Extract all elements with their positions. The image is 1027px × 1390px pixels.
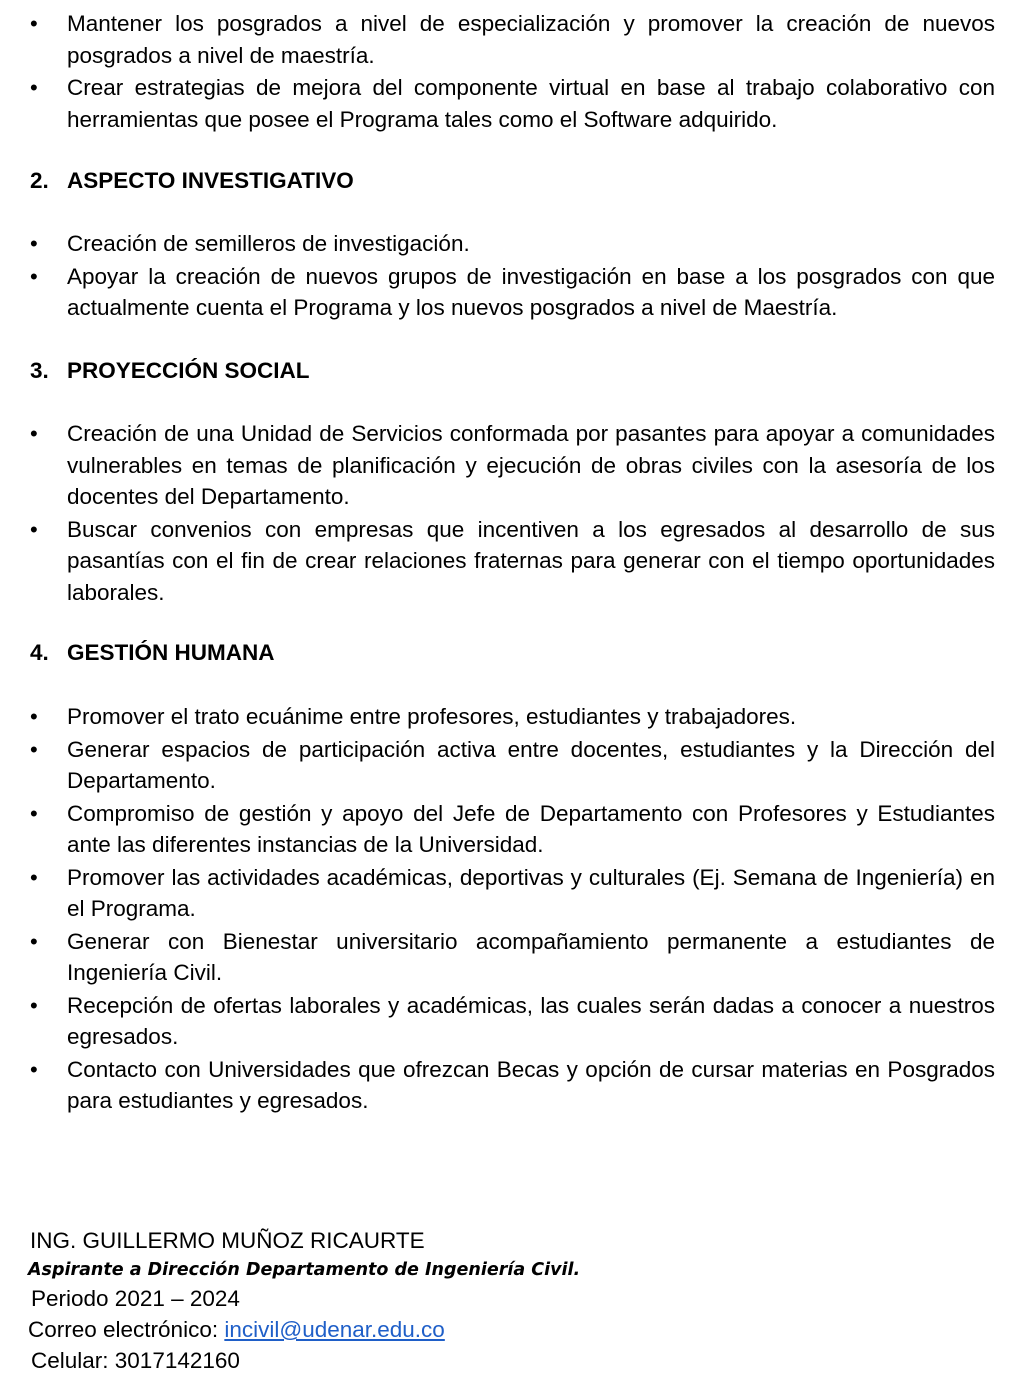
list-item (0, 8, 995, 71)
list-item (0, 701, 995, 733)
section-title: PROYECCIÓN SOCIAL (67, 358, 310, 383)
bullet-icon: • (30, 800, 38, 826)
list-item (0, 862, 995, 925)
bullet-icon: • (30, 992, 38, 1018)
section-heading-proyeccion-social (30, 355, 310, 387)
section-title: ASPECTO INVESTIGATIVO (67, 168, 354, 193)
list-item (0, 798, 995, 861)
investigativo-bullet-list (0, 228, 1027, 325)
section-number: 2. (30, 168, 49, 193)
section-title: GESTIÓN HUMANA (67, 640, 275, 665)
bullet-text: Creación de una Unidad de Servicios conformada por pasantes para apoyar a comunidades vulnerables en temas de planificación y ejecución de obras civiles con la asesoría de los docentes del Departamento. (67, 421, 995, 509)
email-link[interactable]: incivil@udenar.edu.co (224, 1317, 445, 1342)
list-item (0, 990, 995, 1053)
gestion-bullet-list (0, 701, 1027, 1118)
bullet-text: Compromiso de gestión y apoyo del Jefe de Departamento con Profesores y Estudiantes ante las diferentes instancias de la Universidad. (67, 800, 995, 857)
signature-period: Periodo 2021 – 2024 (31, 1286, 240, 1311)
bullet-icon: • (30, 75, 38, 100)
bullet-text: Contacto con Universidades que ofrezcan Becas y opción de cursar materias en Posgrados para estudiantes y egresados. (67, 1056, 995, 1113)
bullet-text: Buscar convenios con empresas que incentiven a los egresados al desarrollo de sus pasantías con el fin de crear relaciones fraternas para generar con el tiempo oportunidades laborales. (67, 516, 995, 605)
list-item (0, 261, 995, 324)
bullet-text: Apoyar la creación de nuevos grupos de investigación en base a los posgrados con que actualmente cuenta el Programa y los nuevos posgrados a nivel de Maestría. (67, 263, 995, 320)
bullet-icon: • (30, 736, 38, 762)
bullet-icon: • (30, 11, 38, 36)
list-item (0, 734, 995, 797)
section-heading-investigativo (30, 165, 354, 197)
list-item (0, 1054, 995, 1117)
list-item (0, 228, 995, 260)
bullet-text: Mantener los posgrados a nivel de especialización y promover la creación de nuevos posgrados a nivel de maestría. (67, 11, 995, 68)
bullet-icon: • (30, 704, 38, 729)
proyeccion-bullet-list (0, 418, 1027, 609)
bullet-icon: • (30, 516, 38, 542)
bullet-text: Generar espacios de participación activa entre docentes, estudiantes y la Dirección del Departamento. (67, 736, 995, 793)
bullet-text: Promover las actividades académicas, deportivas y culturales (Ej. Semana de Ingeniería) en el Programa. (67, 864, 995, 921)
list-item (0, 418, 995, 513)
bullet-icon: • (30, 928, 38, 954)
signature-phone: Celular: 3017142160 (31, 1348, 240, 1373)
bullet-icon: • (30, 864, 38, 890)
list-item (0, 926, 995, 989)
bullet-text: Promover el trato ecuánime entre profesores, estudiantes y trabajadores. (67, 704, 797, 729)
bullet-text: Generar con Bienestar universitario acompañamiento permanente a estudiantes de Ingeniería Civil. (67, 928, 995, 985)
email-label: Correo electrónico: (28, 1317, 225, 1342)
bullet-icon: • (30, 231, 38, 256)
list-item (0, 72, 995, 135)
bullet-text: Creación de semilleros de investigación. (67, 231, 470, 256)
intro-bullet-list (0, 8, 1027, 136)
bullet-icon: • (30, 1056, 38, 1082)
section-number: 3. (30, 358, 49, 383)
list-item (0, 514, 995, 609)
section-number: 4. (30, 640, 49, 665)
bullet-text: Crear estrategias de mejora del componente virtual en base al trabajo colaborativo con herramientas que posee el Programa tales como el Software adquirido. (67, 75, 995, 132)
signature-role: Aspirante a Dirección Departamento de Ingeniería Civil. (28, 1260, 581, 1280)
bullet-icon: • (30, 421, 38, 446)
section-heading-gestion-humana (30, 637, 275, 669)
signature-email-line (28, 1315, 445, 1345)
bullet-icon: • (30, 263, 38, 289)
signature-name: ING. GUILLERMO MUÑOZ RICAURTE (30, 1228, 425, 1253)
bullet-text: Recepción de ofertas laborales y académicas, las cuales serán dadas a conocer a nuestros egresados. (67, 992, 995, 1049)
